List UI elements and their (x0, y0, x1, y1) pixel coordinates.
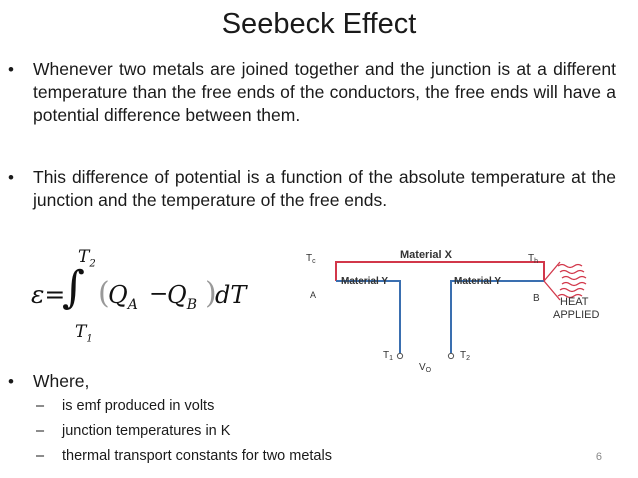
subbullet-1-text: is emf produced in volts (62, 398, 215, 414)
material-y-right-label: Material Y (454, 276, 502, 287)
terminal-t1 (397, 353, 402, 358)
lower-limit: $T_1$ (75, 322, 93, 345)
t1-label: $T_1$ (383, 350, 394, 362)
page-number: 6 (595, 451, 602, 463)
material-y-left-label: Material Y (341, 276, 389, 287)
junction-b-label: B (533, 293, 540, 304)
left-paren: ( (98, 276, 110, 311)
bullet-dot-icon: • (8, 168, 14, 187)
bullet-3 (8, 370, 616, 393)
dash-icon: – (36, 448, 45, 464)
bullet-1-text: Whenever two metals are joined together and the junction is at a different temperature than the free ends of the conductors, the free ends will have a potential difference between them. (33, 59, 616, 125)
integral-sign: ∫ (62, 262, 85, 313)
subbullet-2-text: junction temperatures in K (62, 423, 231, 439)
heat-label-line2: APPLIED (553, 309, 600, 321)
bullet-dot-icon: • (8, 372, 14, 391)
right-paren: ) (205, 276, 217, 311)
bullet-2-text: This difference of potential is a function of the absolute temperature at the junction and the temperature of the free ends. (33, 167, 616, 210)
vo-label: $V_O$ (419, 362, 432, 374)
subbullet-3-text: thermal transport constants for two metals (62, 448, 332, 464)
bullet-3-text: Where, (33, 371, 90, 391)
epsilon-equals: ε= (31, 280, 66, 309)
terminal-t2 (448, 353, 453, 358)
junction-a-label: A (310, 290, 317, 300)
tc-label: $T_c$ (306, 253, 316, 265)
dash-icon: – (36, 423, 45, 439)
minus-sign: − (149, 281, 169, 307)
upper-limit: $T_2$ (78, 247, 96, 270)
slide-title: Seebeck Effect (221, 8, 417, 40)
material-y-left-wire (336, 281, 400, 354)
t2-label: $T_2$ (460, 350, 471, 362)
q-b: $Q_B$ (167, 281, 197, 313)
bullet-dot-icon: • (8, 60, 14, 79)
material-x-label: Material X (400, 249, 452, 261)
q-a: $Q_A$ (108, 281, 138, 313)
th-label: $T_h$ (528, 253, 539, 265)
material-y-right-wire (451, 281, 544, 354)
dash-icon: – (36, 398, 45, 414)
dt: dT (215, 281, 247, 309)
heat-arrows-icon (544, 262, 586, 300)
heat-label-line1: HEAT (560, 296, 589, 308)
